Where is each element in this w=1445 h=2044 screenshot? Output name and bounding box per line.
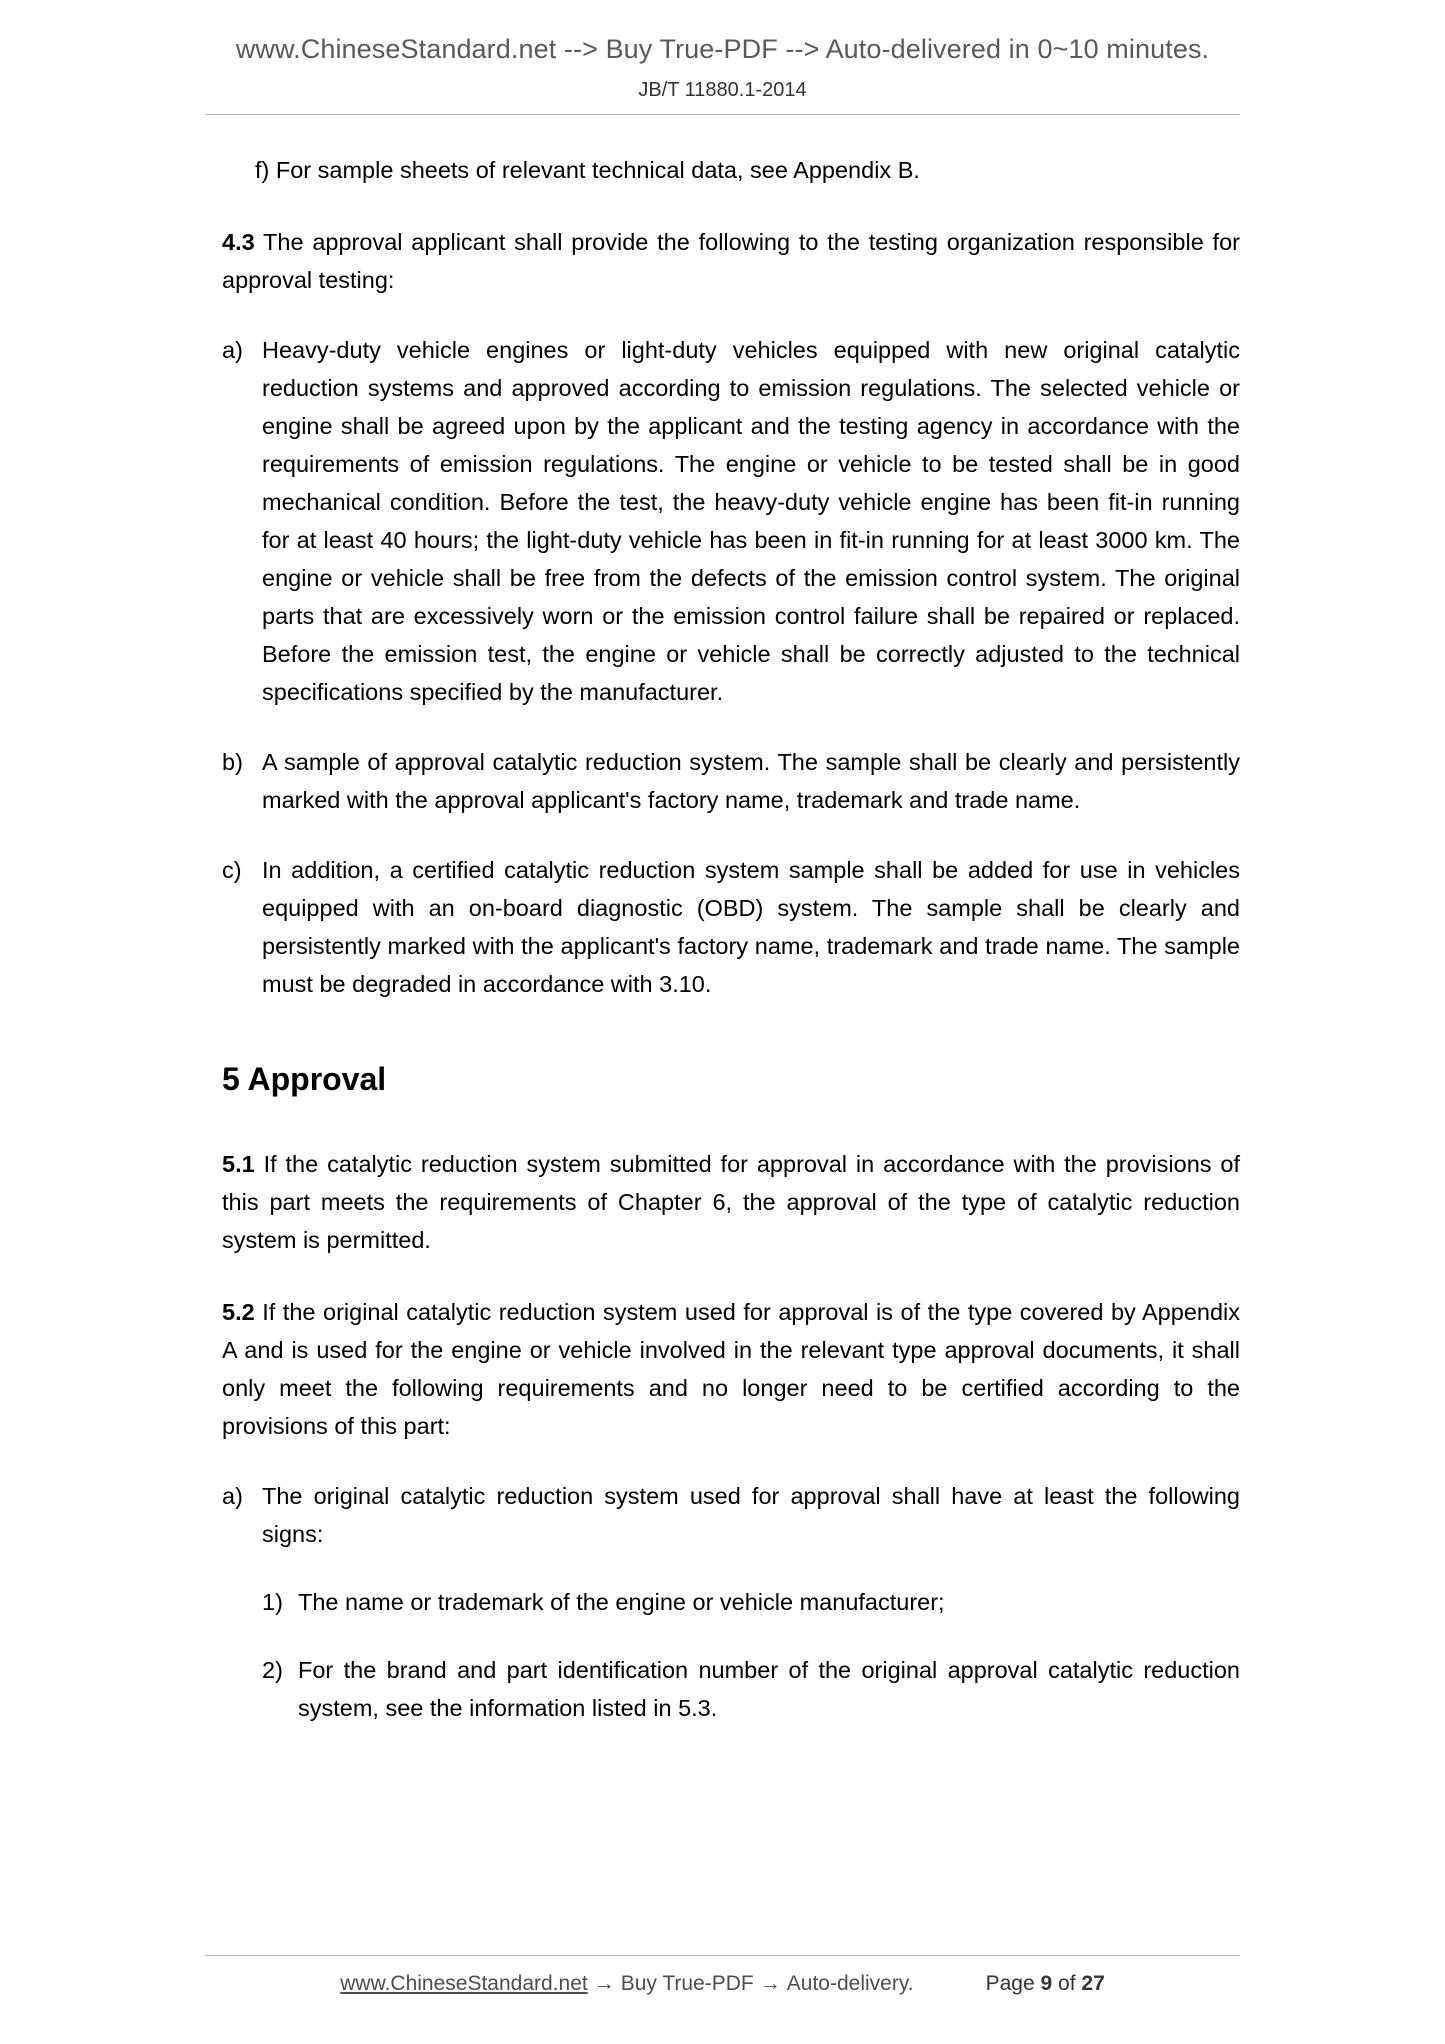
paragraph-4-3 [222, 223, 1240, 299]
list-item-a-text: Heavy-duty vehicle engines or light-duty vehicles equipped with new original catalytic reduction systems and approved according to emission regulations. The selected vehicle or engine shall be agreed upon by the applicant and the testing agency in accordance with the requirements of emission regulations. The engine or vehicle to be tested shall be in good mechanical condition. Before the test, the heavy-duty vehicle engine has been fit-in running for at least 40 hours; the light-duty vehicle has been in fit-in running for at least 3000 km. The engine or vehicle shall be free from the defects of the emission control system. The original parts that are excessively worn or the emission control failure shall be repaired or replaced. Before the emission test, the engine or vehicle shall be correctly adjusted to the technical specifications specified by the manufacturer. [262, 337, 1240, 705]
list-item-5-2-a-marker: a) [222, 1483, 243, 1509]
sub-list-item-1-text: The name or trademark of the engine or vehicle manufacturer; [298, 1589, 945, 1615]
footer-arrow-1-icon: → [593, 1972, 615, 1995]
list-item-c-marker: c) [222, 857, 242, 883]
paragraph-5-1-number: 5.1 [222, 1151, 255, 1177]
paragraph-4-3-text: The approval applicant shall provide the following to the testing organization responsible for approval testing: [222, 229, 1240, 293]
list-item-b [222, 743, 1240, 819]
list-item-a [222, 331, 1240, 711]
footer-of-label: of [1058, 1972, 1076, 1995]
paragraph-5-2 [222, 1293, 1240, 1445]
paragraph-5-1-text: If the catalytic reduction system submitted for approval in accordance with the provisions of this part meets the requirements of Chapter 6, the approval of the type of catalytic reduction system is permitted. [222, 1151, 1241, 1253]
sub-list-item-2 [262, 1651, 1240, 1727]
footer-buy-text: Buy True-PDF [620, 1972, 754, 1995]
list-item-b-marker: b) [222, 749, 243, 775]
sub-list-item-1-marker: 1) [262, 1589, 283, 1615]
page-footer [0, 1955, 1445, 1996]
sub-list-item-2-text: For the brand and part identification number of the original approval catalytic reduction system, see the information listed in 5.3. [298, 1657, 1240, 1721]
list-item-f: f) For sample sheets of relevant technical data, see Appendix B. [255, 157, 920, 183]
footer-divider [205, 1955, 1240, 1956]
paragraph-5-2-text: If the original catalytic reduction system used for approval is of the type covered by Appendix A and is used for the engine or vehicle involved in the relevant type approval documents, it shall only meet the following requirements and no longer need to be certified according to the provisions of this part: [222, 1299, 1240, 1439]
footer-delivery-text: Auto-delivery. [786, 1972, 914, 1995]
footer-page-total: 27 [1081, 1972, 1105, 1995]
header-promo-text: www.ChineseStandard.net --> Buy True-PDF --> Auto-delivered in 0~10 minutes. [235, 34, 1210, 64]
header-standard-number: JB/T 11880.1-2014 [638, 79, 807, 101]
document-content [0, 151, 1445, 1727]
list-item-5-2-a [222, 1477, 1240, 1553]
list-item-c-text: In addition, a certified catalytic reduction system sample shall be added for use in vehicles equipped with an on-board diagnostic (OBD) system. The sample shall be clearly and persistently marked with the applicant's factory name, trademark and trade name. The sample must be degraded in accordance with 3.10. [262, 857, 1240, 997]
paragraph-5-2-number: 5.2 [222, 1299, 255, 1325]
list-item-5-2-a-text: The original catalytic reduction system used for approval shall have at least the following signs: [262, 1483, 1240, 1547]
sub-list-item-1 [262, 1583, 1240, 1621]
paragraph-4-3-number: 4.3 [222, 229, 255, 255]
section-heading-5: 5 Approval [222, 1061, 387, 1097]
footer-page-label: Page [985, 1972, 1035, 1995]
footer-site-link[interactable]: www.ChineseStandard.net [340, 1972, 588, 1995]
footer-page-indicator [986, 1972, 1105, 1996]
footer-arrow-2-icon: → [759, 1972, 781, 1995]
list-item-b-text: A sample of approval catalytic reduction system. The sample shall be clearly and persistently marked with the approval applicant's factory name, trademark and trade name. [262, 749, 1240, 813]
list-item-a-marker: a) [222, 337, 243, 363]
list-item-c [222, 851, 1240, 1003]
sub-list-item-2-marker: 2) [262, 1657, 283, 1683]
paragraph-5-1 [222, 1145, 1240, 1259]
footer-line [0, 1972, 1445, 1996]
footer-page-number: 9 [1040, 1972, 1053, 1995]
header-divider [205, 114, 1240, 115]
